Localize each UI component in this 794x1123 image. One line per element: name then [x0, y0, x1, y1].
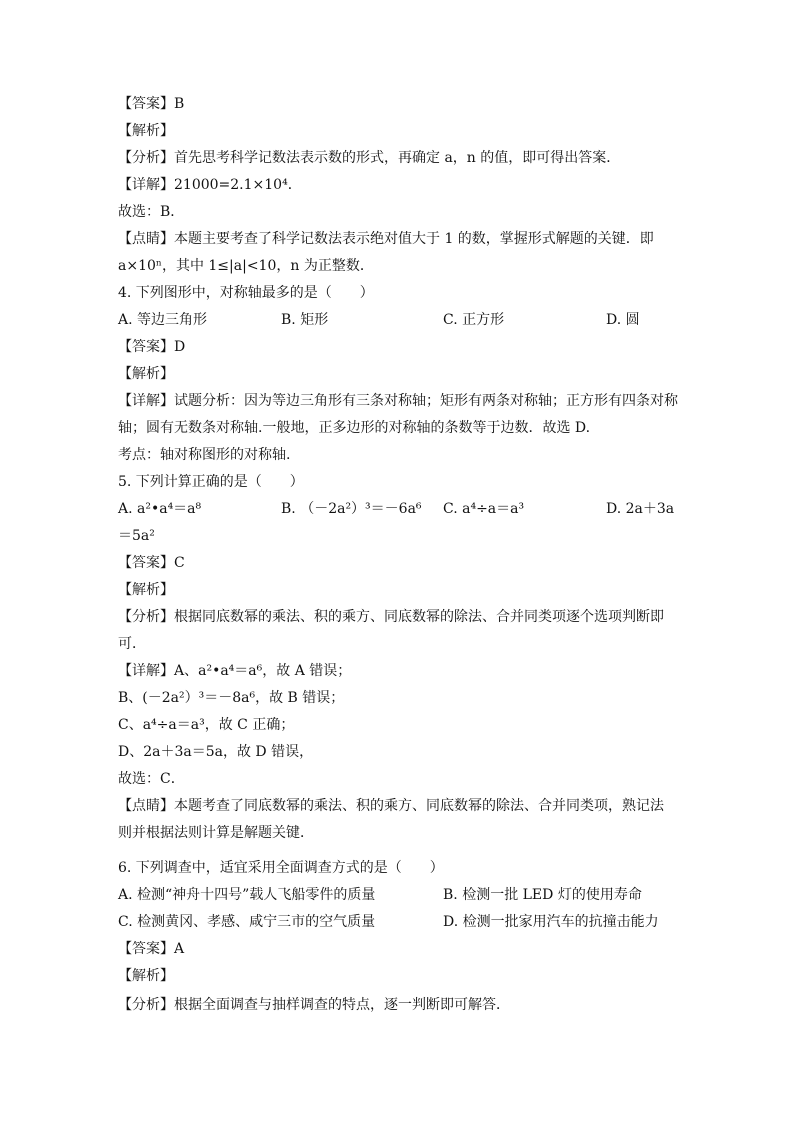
question-5: 5. 下列计算正确的是（ ）: [118, 474, 304, 490]
q5-option-d: D. 2a＋3a: [606, 501, 675, 517]
knowledge-point: 考点：轴对称图形的对称轴.: [118, 447, 291, 463]
q5-option-a: A. a²•a⁴＝a⁸: [118, 501, 202, 517]
detail-text: 【详解】A、a²•a⁴＝a⁶，故 A 错误；: [118, 663, 352, 679]
analysis-text-cont: 可．: [118, 636, 146, 652]
choice-text: 故选：B．: [118, 204, 185, 220]
detail-text: 【详解】21000=2.1×10⁴．: [118, 177, 302, 193]
comment-text: 【点睛】本题考查了同底数幂的乘法、积的乘方、同底数幂的除法、合并同类项，熟记法: [118, 798, 664, 814]
choice-text: 故选：C．: [118, 771, 185, 787]
analysis-text: 【分析】根据全面调查与抽样调查的特点，逐一判断即可解答．: [118, 997, 510, 1013]
detail-text-b: B、(－2a²）³＝－8a⁶，故 B 错误；: [118, 690, 345, 706]
answer-line: 【答案】A: [118, 941, 185, 957]
question-6: 6. 下列调查中，适宜采用全面调查方式的是（ ）: [118, 860, 444, 876]
comment-text: 【点睛】本题主要考查了科学记数法表示绝对值大于 1 的数，掌握形式解题的关键．即: [118, 231, 654, 247]
q6-option-b: B. 检测一批 LED 灯的使用寿命: [443, 887, 642, 903]
answer-line: 【答案】D: [118, 339, 186, 355]
comment-text-cont: a×10ⁿ，其中 1≤|a|<10，n 为正整数．: [118, 258, 374, 274]
analysis-heading: 【解析】: [118, 968, 174, 984]
detail-text-d: D、2a＋3a＝5a，故 D 错误，: [118, 744, 314, 760]
q6-option-a: A. 检测“神舟十四号”载人飞船零件的质量: [118, 887, 376, 903]
q5-option-c: C. a⁴÷a＝a³: [443, 501, 525, 517]
q4-option-d: D. 圆: [606, 312, 640, 328]
answer-line: 【答案】B: [118, 96, 185, 112]
comment-text-cont: 则并根据法则计算是解题关键．: [118, 825, 314, 841]
q4-option-a: A. 等边三角形: [118, 312, 208, 328]
answer-line: 【答案】C: [118, 555, 185, 571]
q5-option-d-cont: ＝5a²: [118, 528, 155, 544]
analysis-text: 【分析】首先思考科学记数法表示数的形式，再确定 a，n 的值，即可得出答案．: [118, 150, 621, 166]
detail-text-cont: 轴；圆有无数条对称轴.一般地，正多边形的对称轴的条数等于边数．故选 D.: [118, 420, 591, 436]
detail-text: 【详解】试题分析：因为等边三角形有三条对称轴；矩形有两条对称轴；正方形有四条对称: [118, 393, 678, 409]
analysis-heading: 【解析】: [118, 366, 174, 382]
q6-option-d: D. 检测一批家用汽车的抗撞击能力: [443, 914, 659, 930]
detail-text-c: C、a⁴÷a＝a³，故 C 正确；: [118, 717, 295, 733]
analysis-text: 【分析】根据同底数幂的乘法、积的乘方、同底数幂的除法、合并同类项逐个选项判断即: [118, 609, 664, 625]
analysis-heading: 【解析】: [118, 123, 174, 139]
q4-option-c: C. 正方形: [443, 312, 505, 328]
analysis-heading: 【解析】: [118, 582, 174, 598]
q4-option-b: B. 矩形: [281, 312, 329, 328]
question-4: 4. 下列图形中，对称轴最多的是（ ）: [118, 285, 374, 301]
q5-option-b: B. （－2a²）³＝－6a⁶: [281, 501, 422, 517]
q6-option-c: C. 检测黄冈、孝感、咸宁三市的空气质量: [118, 914, 376, 930]
